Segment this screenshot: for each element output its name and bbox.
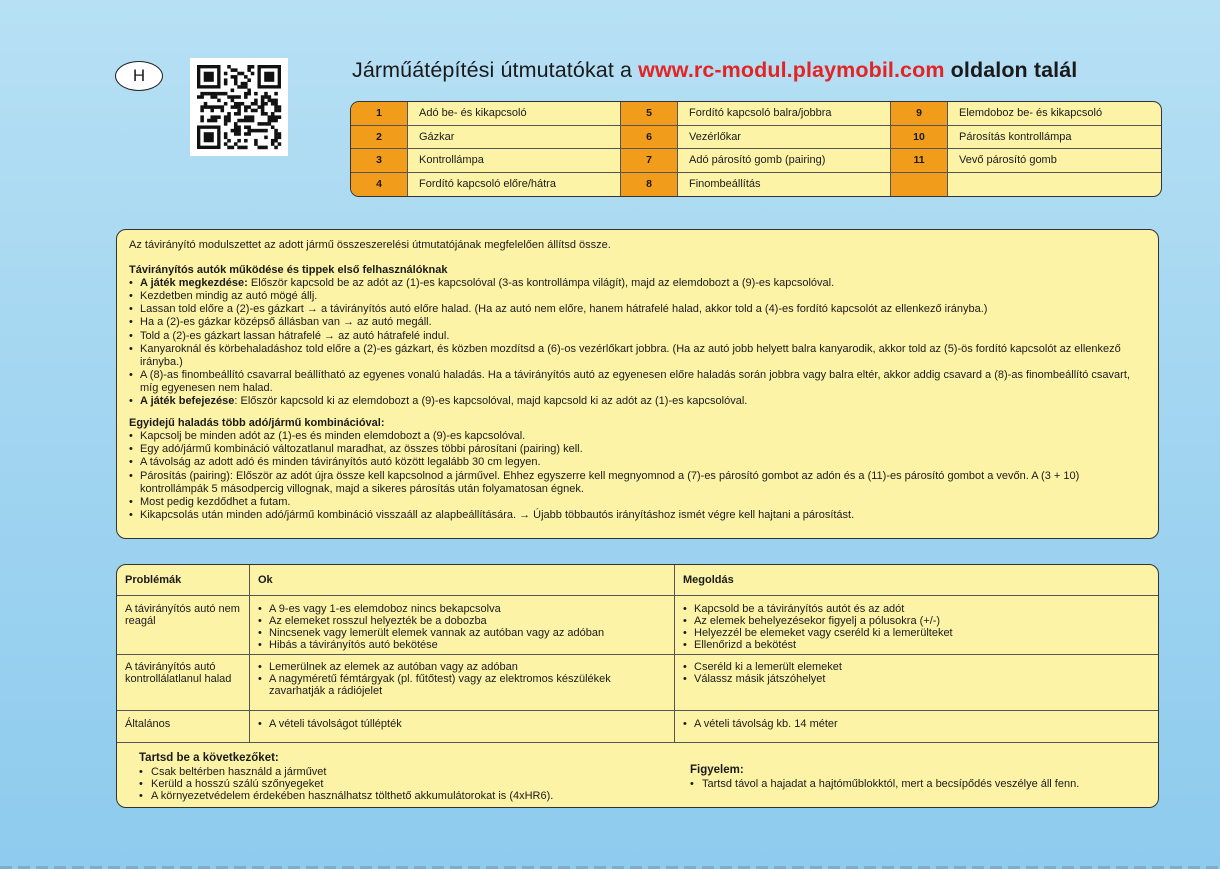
- list-item: • Párosítás (pairing): Először az adót újra össze kell kapcsolnod a járművel. Ehhez egyszerre kell megnyomnod a (7)-es párosító gombot az adón és a (11)-es párosító gombot a vevőn. A (3 + 10) kontrollámpák 5 másodpercig villognak, majd a sikeres párosítás után folyamatosan égnek.: [129, 470, 1146, 496]
- list-item-text: Kezdetben mindig az autó mögé állj.: [140, 290, 318, 303]
- list-item: • Az elemeket rosszul helyezték be a dobozba: [258, 615, 666, 627]
- legend-num: 8: [621, 173, 678, 197]
- list-item: • A vételi távolságot túllépték: [258, 718, 666, 730]
- qr-code-image: [190, 58, 288, 156]
- headline: [352, 58, 1077, 83]
- legend-label: [948, 173, 1161, 197]
- legend-num: 7: [621, 149, 678, 173]
- list-item-text: Ha a (2)-es gázkar középső állásban van → az autó megáll.: [140, 316, 432, 329]
- list-item: [129, 330, 1146, 343]
- column-header-cause: Ok: [250, 565, 675, 595]
- list-item: [129, 277, 1146, 290]
- legend-num: 3: [351, 149, 408, 173]
- list-item: • Válassz másik játszóhelyet: [683, 673, 1150, 685]
- list-item-text: Told a (2)-es gázkart lassan hátrafelé → az autó hátrafelé indul.: [140, 329, 450, 342]
- list-item: [129, 303, 1146, 316]
- operation-list: [129, 277, 1146, 408]
- list-item-text: Lassan told előre a (2)-es gázkart → a távirányítós autó előre halad. (Ha az autó nem előre, hanem hátrafelé halad, akkor told a (4)-es fordító kapcsolót az ellenkező irányba.): [140, 303, 988, 316]
- list-item: • A távolság az adott adó és minden távirányítós autó között legalább 30 cm legyen.: [129, 456, 1146, 469]
- list-item: [129, 343, 1146, 369]
- legend-num: [891, 173, 948, 197]
- list-item-text: A (8)-as finombeállító csavarral beállítható az egyenes vonalú haladás. Ha a távirányítós autó az egyenesen előre haladás során jobbra vagy balra eltér, akkor addig csavard a (8)-as finombeállító csavart, míg egyenesen nem halad.: [140, 368, 1130, 394]
- table-header-row: [117, 565, 1158, 596]
- cause-cell: [250, 711, 675, 742]
- solution-cell: [675, 596, 1158, 654]
- legend-num: 10: [891, 126, 948, 150]
- list-item: • Az elemek behelyezésekor figyelj a pólusokra (+/-): [683, 615, 1150, 627]
- legend-label: Párosítás kontrollámpa: [948, 126, 1161, 150]
- column-header-problems: Problémák: [117, 565, 250, 595]
- list-item-bold: A játék megkezdése:: [140, 277, 248, 290]
- list-item: • A 9-es vagy 1-es elemdoboz nincs bekapcsolva: [258, 603, 666, 615]
- problem-cell: Általános: [117, 711, 250, 742]
- legend-label: Vevő párosító gomb: [948, 149, 1161, 173]
- solution-cell: [675, 655, 1158, 710]
- website-link[interactable]: www.rc-modul.playmobil.com: [638, 58, 945, 82]
- legend-label: Adó párosító gomb (pairing): [678, 149, 891, 173]
- troubleshooting-table: [116, 564, 1159, 808]
- list-item: • Kikapcsolás után minden adó/jármű kombináció visszaáll az alapbeállítására. → Újabb többautós irányításhoz ismét végre kell hajtani a párosítást.: [129, 509, 1146, 522]
- notes-title: Tartsd be a következőket:: [139, 752, 279, 764]
- legend-label: Vezérlőkar: [678, 126, 891, 150]
- list-item-bold: A játék befejezése: [140, 395, 235, 408]
- list-item: • Kerüld a hosszú szálú szőnyegeket: [139, 778, 553, 790]
- cause-cell: [250, 596, 675, 654]
- list-item: • Ellenőrizd a bekötést: [683, 639, 1150, 651]
- notes-block: [139, 752, 553, 802]
- list-item: • A vételi távolság kb. 14 méter: [683, 718, 1150, 730]
- section-title-operation: Távirányítós autók működése és tippek első felhasználóknak: [129, 264, 448, 277]
- legend-label: Adó be- és kikapcsoló: [408, 102, 621, 126]
- list-item: • A nagyméretű fémtárgyak (pl. fűtőtest) vagy az elektromos készülékek zavarhatják a rádiójelet: [258, 673, 666, 697]
- list-item: • Cseréld ki a lemerült elemeket: [683, 661, 1150, 673]
- list-item: • Tartsd távol a hajadat a hajtóműblokktól, mert a becsípődés veszélye áll fenn.: [690, 778, 1079, 790]
- legend-label: Finombeállítás: [678, 173, 891, 197]
- list-item-text: Kanyaroknál és körbehaladáshoz told előre a (2)-es gázkart, és közben mozdítsd a (6)-os vezérlőkart jobbra. (Ha az autó jobb helyett balra kanyarodik, akkor told az (5)-ös fordító kapcsolót az ellenkező irányba.): [140, 342, 1121, 368]
- headline-text-pre: Járműátépítési útmutatókat a: [352, 58, 639, 82]
- list-item: • Egy adó/jármű kombináció változatlanul maradhat, az összes többi párosítani (pairing) kell.: [129, 443, 1146, 456]
- list-item: • Kapcsold be a távirányítós autót és az adót: [683, 603, 1150, 615]
- list-item: • Most pedig kezdődhet a futam.: [129, 496, 1146, 509]
- list-item: • Nincsenek vagy lemerült elemek vannak az autóban vagy az adóban: [258, 627, 666, 639]
- list-item: • Kapcsolj be minden adót az (1)-es és minden elemdobozt a (9)-es kapcsolóval.: [129, 430, 1146, 443]
- list-item: • Lemerülnek az elemek az autóban vagy az adóban: [258, 661, 666, 673]
- legend-label: Gázkar: [408, 126, 621, 150]
- legend-num: 1: [351, 102, 408, 126]
- list-item: • A környezetvédelem érdekében használhatsz tölthető akkumulátorokat is (4xHR6).: [139, 790, 553, 802]
- list-item: • Hibás a távirányítós autó bekötése: [258, 639, 666, 651]
- list-item: [129, 395, 1146, 408]
- table-row: [117, 596, 1158, 655]
- qr-code: [190, 58, 288, 156]
- legend-num: 11: [891, 149, 948, 173]
- list-item: • Helyezzél be elemeket vagy cseréld ki a lemerülteket: [683, 627, 1150, 639]
- legend-num: 9: [891, 102, 948, 126]
- parts-legend-table: [350, 101, 1162, 197]
- headline-text-post: oldalon talál: [944, 58, 1078, 82]
- legend-label: Fordító kapcsoló balra/jobbra: [678, 102, 891, 126]
- multi-list: [129, 430, 1146, 522]
- cause-cell: [250, 655, 675, 710]
- list-item-text: : Először kapcsold ki az elemdobozt a (9)-es kapcsolóval, majd kapcsold ki az adót az (1)-es kapcsolóval.: [234, 395, 748, 408]
- list-item: [129, 316, 1146, 329]
- section-title-multi: Egyidejű haladás több adó/jármű kombinációval:: [129, 417, 385, 430]
- legend-num: 5: [621, 102, 678, 126]
- notes-section: [117, 743, 1158, 808]
- legend-num: 2: [351, 126, 408, 150]
- list-item: [129, 290, 1146, 303]
- legend-label: Fordító kapcsoló előre/hátra: [408, 173, 621, 197]
- legend-num: 6: [621, 126, 678, 150]
- intro-text: Az távirányító modulszettet az adott jármű összeszerelési útmutatójának megfelelően állítsd össze.: [129, 239, 611, 251]
- language-badge: H: [115, 61, 163, 91]
- column-header-solution: Megoldás: [683, 574, 734, 586]
- warning-title: Figyelem:: [690, 764, 744, 776]
- list-item-text: Először kapcsold be az adót az (1)-es kapcsolóval (3-as kontrollámpa világít), majd az elemdobozt a (9)-es kapcsolóval.: [247, 277, 835, 290]
- list-item: • Csak beltérben használd a járművet: [139, 766, 553, 778]
- solution-cell: [675, 711, 1158, 742]
- instructions-box: [116, 229, 1159, 539]
- legend-num: 4: [351, 173, 408, 197]
- legend-label: Kontrollámpa: [408, 149, 621, 173]
- warning-block: [690, 764, 1079, 790]
- problem-cell: A távirányítós autó kontrollálatlanul halad: [117, 655, 250, 710]
- table-row: [117, 711, 1158, 743]
- table-row: [117, 655, 1158, 711]
- legend-label: Elemdoboz be- és kikapcsoló: [948, 102, 1161, 126]
- problem-cell: A távirányítós autó nem reagál: [117, 596, 250, 654]
- list-item: [129, 369, 1146, 395]
